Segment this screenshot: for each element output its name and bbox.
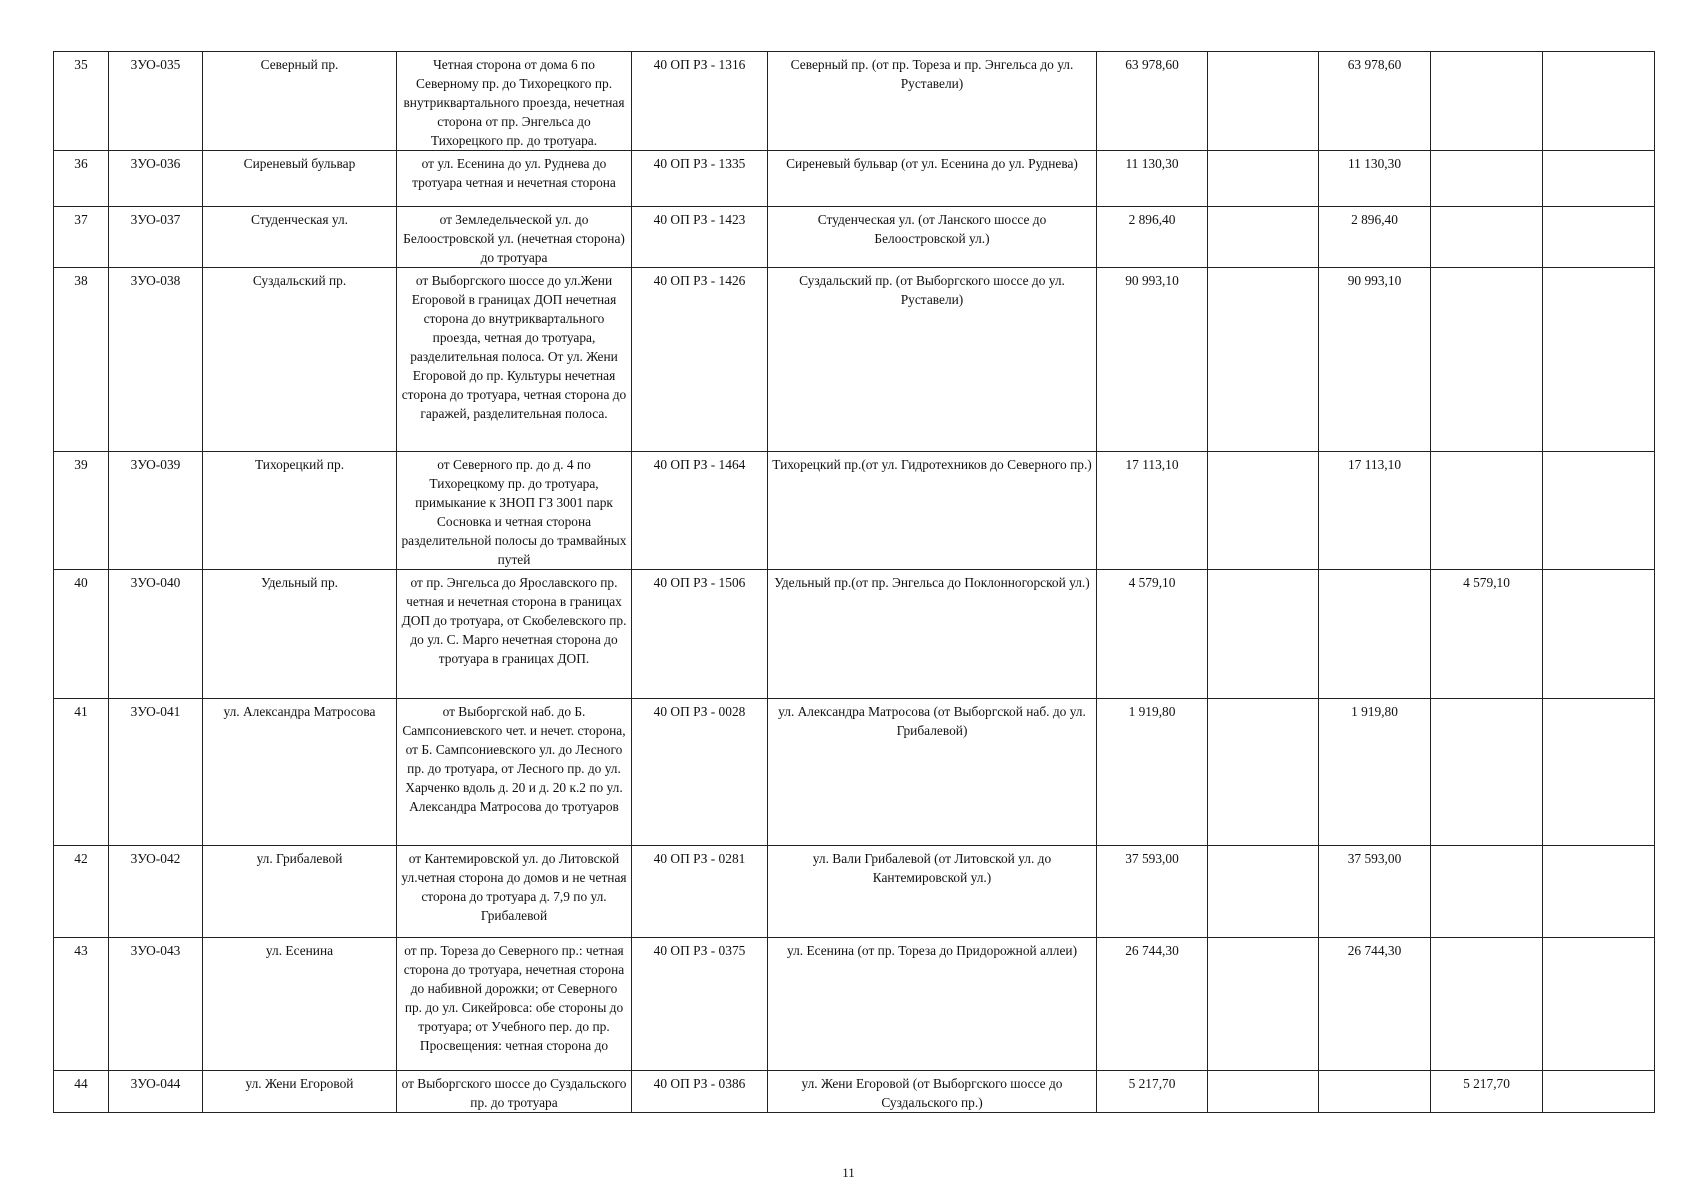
area-col-10: 5 217,70: [1431, 1071, 1543, 1113]
area-col-10: [1431, 207, 1543, 268]
row-number: 38: [54, 268, 109, 452]
object-name: Тихорецкий пр.: [203, 452, 397, 570]
registry-table-body: [54, 52, 1655, 1113]
road-id: 40 ОП РЗ - 1335: [632, 151, 768, 207]
boundary-description: от ул. Есенина до ул. Руднева до тротуара четная и нечетная сторона: [397, 151, 632, 207]
area-col-9: 2 896,40: [1319, 207, 1431, 268]
area-col-11: [1543, 52, 1655, 151]
area-col-8: [1208, 207, 1319, 268]
area-col-9: 1 919,80: [1319, 699, 1431, 846]
area-total: 90 993,10: [1097, 268, 1208, 452]
table-row: [54, 52, 1655, 151]
area-col-11: [1543, 570, 1655, 699]
object-name: ул. Грибалевой: [203, 846, 397, 938]
road-id: 40 ОП РЗ - 0386: [632, 1071, 768, 1113]
area-total: 2 896,40: [1097, 207, 1208, 268]
area-col-9: 26 744,30: [1319, 938, 1431, 1071]
object-code: 3УО-044: [109, 1071, 203, 1113]
area-col-11: [1543, 452, 1655, 570]
object-name: Суздальский пр.: [203, 268, 397, 452]
boundary-description: от Кантемировской ул. до Литовской ул.четная сторона до домов и не четная сторона до тротуара д. 7,9 по ул. Грибалевой: [397, 846, 632, 938]
area-col-10: [1431, 846, 1543, 938]
boundary-description: от пр. Энгельса до Ярославского пр. четная и нечетная сторона в границах ДОП до тротуара, от Скобелевского пр. до ул. С. Марго нечетная сторона до тротуара в границах ДОП.: [397, 570, 632, 699]
area-col-8: [1208, 846, 1319, 938]
table-row: [54, 151, 1655, 207]
area-col-9: 90 993,10: [1319, 268, 1431, 452]
area-col-8: [1208, 570, 1319, 699]
area-col-10: 4 579,10: [1431, 570, 1543, 699]
row-number: 42: [54, 846, 109, 938]
object-name: ул. Есенина: [203, 938, 397, 1071]
row-number: 44: [54, 1071, 109, 1113]
area-col-9: 63 978,60: [1319, 52, 1431, 151]
page-number: 11: [842, 1165, 855, 1180]
area-total: 5 217,70: [1097, 1071, 1208, 1113]
area-total: 17 113,10: [1097, 452, 1208, 570]
road-name: ул. Вали Грибалевой (от Литовской ул. до Кантемировской ул.): [768, 846, 1097, 938]
area-col-8: [1208, 52, 1319, 151]
table-row: [54, 268, 1655, 452]
registry-table: [53, 51, 1655, 1113]
table-row: [54, 452, 1655, 570]
boundary-description: от Выборгской наб. до Б. Сампсониевского чет. и нечет. сторона, от Б. Сампсониевского ул. до Лесного пр. до тротуара, от Лесного пр. до ул. Харченко вдоль д. 20 и д. 20 к.2 по ул. Александра Матросова до тротуаров: [397, 699, 632, 846]
road-name: ул. Есенина (от пр. Тореза до Придорожной аллеи): [768, 938, 1097, 1071]
object-code: 3УО-038: [109, 268, 203, 452]
area-total: 63 978,60: [1097, 52, 1208, 151]
road-id: 40 ОП РЗ - 1506: [632, 570, 768, 699]
road-id: 40 ОП РЗ - 0028: [632, 699, 768, 846]
road-name: ул. Жени Егоровой (от Выборгского шоссе до Суздальского пр.): [768, 1071, 1097, 1113]
area-col-10: [1431, 699, 1543, 846]
row-number: 36: [54, 151, 109, 207]
object-code: 3УО-043: [109, 938, 203, 1071]
boundary-description: Четная сторона от дома 6 по Северному пр. до Тихорецкого пр. внутриквартального проезда, нечетная сторона от пр. Энгельса до Тихорецкого пр. до тротуара.: [397, 52, 632, 151]
object-name: Сиреневый бульвар: [203, 151, 397, 207]
area-col-10: [1431, 452, 1543, 570]
area-col-11: [1543, 938, 1655, 1071]
row-number: 41: [54, 699, 109, 846]
object-code: 3УО-037: [109, 207, 203, 268]
object-name: Северный пр.: [203, 52, 397, 151]
table-row: [54, 846, 1655, 938]
boundary-description: от Северного пр. до д. 4 по Тихорецкому пр. до тротуара, примыкание к ЗНОП ГЗ 3001 парк Сосновка и четная сторона разделительной полосы до трамвайных путей: [397, 452, 632, 570]
area-col-9: [1319, 570, 1431, 699]
row-number: 35: [54, 52, 109, 151]
boundary-description: от Выборгского шоссе до ул.Жени Егоровой в границах ДОП нечетная сторона до внутриквартального проезда, четная до тротуара, разделительная полоса. От ул. Жени Егоровой до пр. Культуры нечетная сторона до тротуара, четная сторона до гаражей, разделительная полоса.: [397, 268, 632, 452]
object-code: 3УО-035: [109, 52, 203, 151]
area-col-9: 17 113,10: [1319, 452, 1431, 570]
object-name: Студенческая ул.: [203, 207, 397, 268]
area-col-8: [1208, 452, 1319, 570]
boundary-description: от пр. Тореза до Северного пр.: четная сторона до тротуара, нечетная сторона до набивной дорожки; от Северного пр. до ул. Сикейровса: обе стороны до тротуара; от Учебного пер. до пр. Просвещения: четная сторона до: [397, 938, 632, 1071]
road-name: Студенческая ул. (от Ланского шоссе до Белоостровской ул.): [768, 207, 1097, 268]
area-total: 11 130,30: [1097, 151, 1208, 207]
area-col-8: [1208, 1071, 1319, 1113]
row-number: 43: [54, 938, 109, 1071]
road-name: Тихорецкий пр.(от ул. Гидротехников до Северного пр.): [768, 452, 1097, 570]
area-col-10: [1431, 268, 1543, 452]
area-col-11: [1543, 1071, 1655, 1113]
boundary-description: от Выборгского шоссе до Суздальского пр. до тротуара: [397, 1071, 632, 1113]
area-total: 37 593,00: [1097, 846, 1208, 938]
row-number: 39: [54, 452, 109, 570]
table-row: [54, 699, 1655, 846]
area-col-8: [1208, 938, 1319, 1071]
object-code: 3УО-039: [109, 452, 203, 570]
object-code: 3УО-041: [109, 699, 203, 846]
area-col-11: [1543, 268, 1655, 452]
road-name: Суздальский пр. (от Выборгского шоссе до ул. Руставели): [768, 268, 1097, 452]
object-name: Удельный пр.: [203, 570, 397, 699]
row-number: 37: [54, 207, 109, 268]
area-total: 4 579,10: [1097, 570, 1208, 699]
road-name: Удельный пр.(от пр. Энгельса до Поклонногорской ул.): [768, 570, 1097, 699]
area-total: 1 919,80: [1097, 699, 1208, 846]
road-id: 40 ОП РЗ - 1464: [632, 452, 768, 570]
road-id: 40 ОП РЗ - 1423: [632, 207, 768, 268]
road-id: 40 ОП РЗ - 0281: [632, 846, 768, 938]
table-row: [54, 1071, 1655, 1113]
area-col-8: [1208, 151, 1319, 207]
table-row: [54, 938, 1655, 1071]
area-col-8: [1208, 268, 1319, 452]
area-col-9: [1319, 1071, 1431, 1113]
object-code: 3УО-042: [109, 846, 203, 938]
object-name: ул. Жени Егоровой: [203, 1071, 397, 1113]
area-col-11: [1543, 699, 1655, 846]
row-number: 40: [54, 570, 109, 699]
road-id: 40 ОП РЗ - 1316: [632, 52, 768, 151]
area-col-11: [1543, 151, 1655, 207]
area-col-9: 37 593,00: [1319, 846, 1431, 938]
object-name: ул. Александра Матросова: [203, 699, 397, 846]
table-row: [54, 207, 1655, 268]
object-code: 3УО-036: [109, 151, 203, 207]
road-id: 40 ОП РЗ - 0375: [632, 938, 768, 1071]
area-col-9: 11 130,30: [1319, 151, 1431, 207]
area-col-11: [1543, 207, 1655, 268]
area-col-8: [1208, 699, 1319, 846]
area-col-10: [1431, 151, 1543, 207]
road-name: Сиреневый бульвар (от ул. Есенина до ул. Руднева): [768, 151, 1097, 207]
area-total: 26 744,30: [1097, 938, 1208, 1071]
object-code: 3УО-040: [109, 570, 203, 699]
table-row: [54, 570, 1655, 699]
area-col-10: [1431, 938, 1543, 1071]
area-col-10: [1431, 52, 1543, 151]
road-id: 40 ОП РЗ - 1426: [632, 268, 768, 452]
area-col-11: [1543, 846, 1655, 938]
boundary-description: от Земледельческой ул. до Белоостровской ул. (нечетная сторона) до тротуара: [397, 207, 632, 268]
road-name: Северный пр. (от пр. Тореза и пр. Энгельса до ул. Руставели): [768, 52, 1097, 151]
road-name: ул. Александра Матросова (от Выборгской наб. до ул. Грибалевой): [768, 699, 1097, 846]
